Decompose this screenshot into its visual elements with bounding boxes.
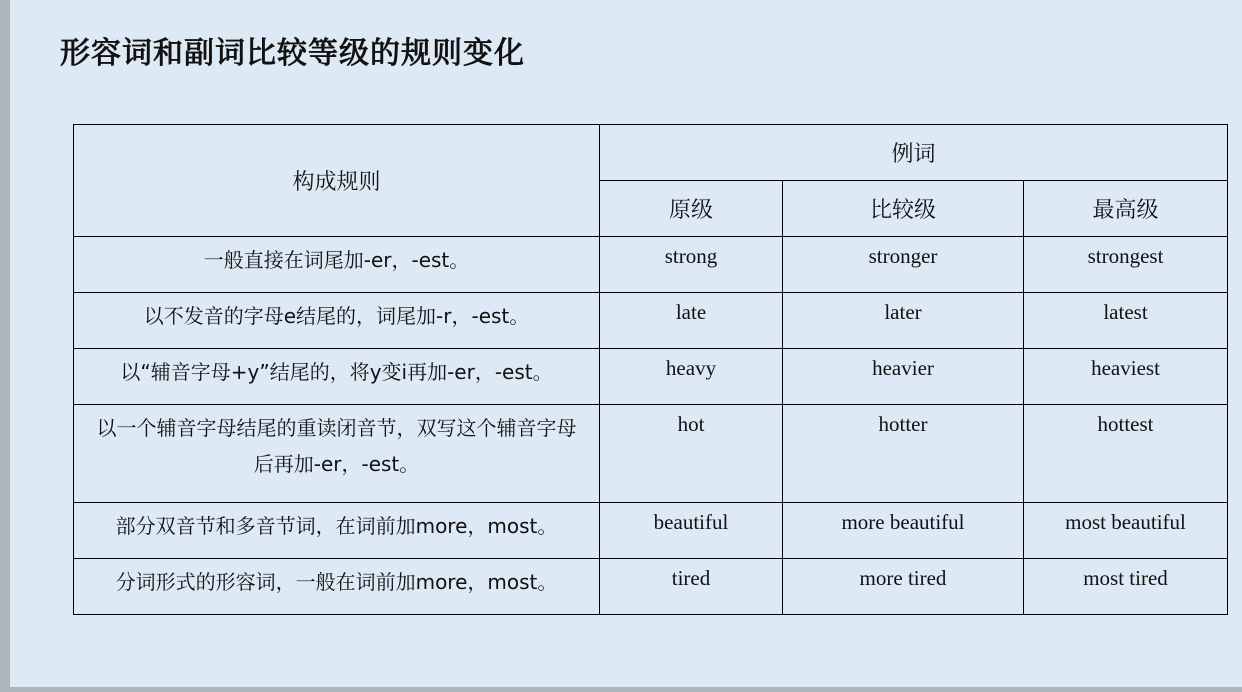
header-comparative: 比较级 [783, 181, 1024, 237]
table-header-row [74, 125, 1228, 181]
table-row [74, 503, 1228, 559]
table-row [74, 293, 1228, 349]
positive-cell: hot [600, 405, 783, 503]
header-positive: 原级 [600, 181, 783, 237]
comparative-cell: more tired [783, 559, 1024, 615]
table-row [74, 237, 1228, 293]
superlative-cell: most beautiful [1024, 503, 1228, 559]
superlative-cell: latest [1024, 293, 1228, 349]
positive-cell: strong [600, 237, 783, 293]
superlative-cell: heaviest [1024, 349, 1228, 405]
page-title: 形容词和副词比较等级的规则变化 [60, 36, 525, 71]
rule-cell: 以不发音的字母e结尾的，词尾加-r，-est。 [74, 293, 600, 349]
rule-cell: 以一个辅音字母结尾的重读闭音节，双写这个辅音字母后再加-er，-est。 [74, 405, 600, 503]
comparative-cell: stronger [783, 237, 1024, 293]
header-superlative: 最高级 [1024, 181, 1228, 237]
comparative-cell: hotter [783, 405, 1024, 503]
positive-cell: late [600, 293, 783, 349]
rules-table [73, 124, 1228, 615]
table-row [74, 349, 1228, 405]
positive-cell: tired [600, 559, 783, 615]
slide [10, 0, 1242, 687]
positive-cell: heavy [600, 349, 783, 405]
rule-cell: 分词形式的形容词，一般在词前加more，most。 [74, 559, 600, 615]
positive-cell: beautiful [600, 503, 783, 559]
superlative-cell: hottest [1024, 405, 1228, 503]
superlative-cell: strongest [1024, 237, 1228, 293]
comparative-cell: heavier [783, 349, 1024, 405]
comparative-cell: more beautiful [783, 503, 1024, 559]
rule-cell: 部分双音节和多音节词，在词前加more，most。 [74, 503, 600, 559]
superlative-cell: most tired [1024, 559, 1228, 615]
header-rule: 构成规则 [74, 125, 600, 237]
rule-cell: 以“辅音字母+y”结尾的，将y变i再加-er，-est。 [74, 349, 600, 405]
table-row [74, 559, 1228, 615]
table-row [74, 405, 1228, 503]
comparative-cell: later [783, 293, 1024, 349]
header-examples: 例词 [600, 125, 1228, 181]
rule-cell: 一般直接在词尾加-er，-est。 [74, 237, 600, 293]
